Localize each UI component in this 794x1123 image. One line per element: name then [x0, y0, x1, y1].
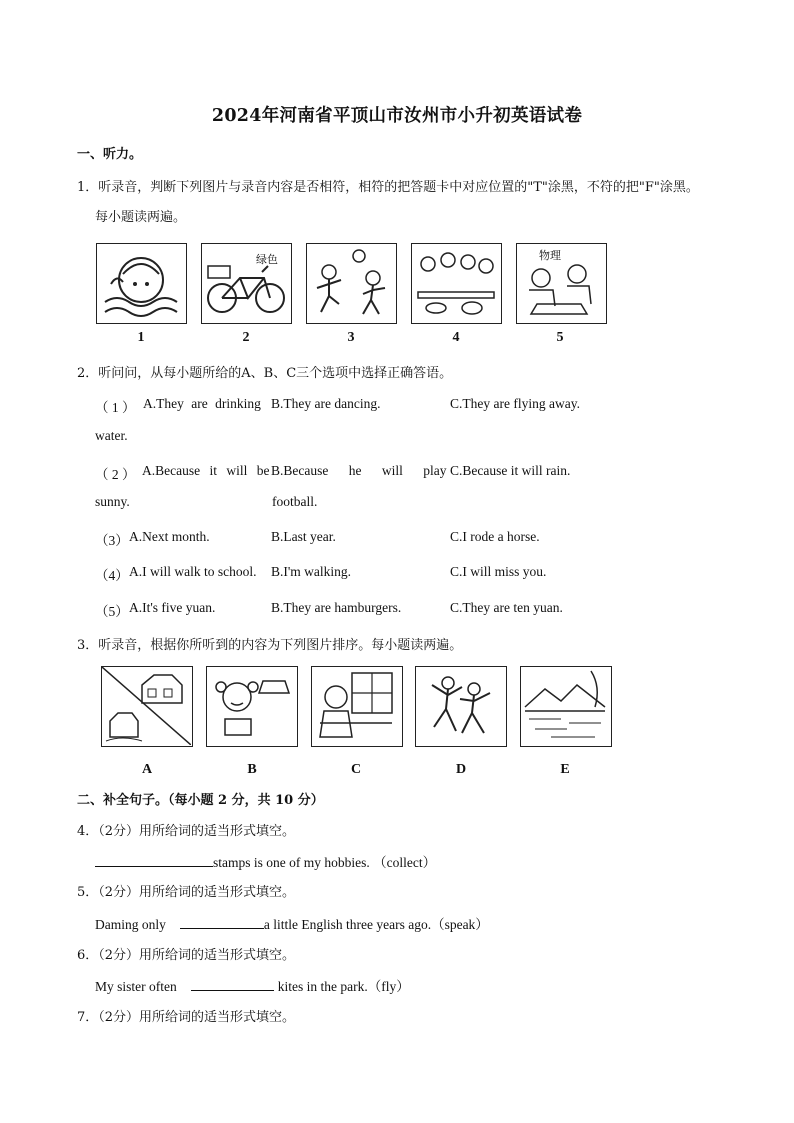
- answer-blank[interactable]: [95, 854, 213, 867]
- option-a: A.Next month.: [129, 529, 210, 544]
- question-7-stem: 7．（2分）用所给词的适当形式填空。: [77, 1010, 296, 1025]
- option-c: C.Because it will rain.: [450, 463, 571, 478]
- option-b: B.They are hamburgers.: [271, 600, 402, 615]
- option-a: A.It's five yuan.: [129, 600, 216, 615]
- question-6-sentence: [95, 975, 410, 995]
- option-a-cont: water.: [95, 428, 128, 443]
- students-studying-physics-icon: [516, 243, 607, 324]
- picture-label: A: [141, 762, 153, 777]
- option-a-cont: sunny.: [95, 494, 130, 509]
- item-number: （5）: [95, 604, 129, 619]
- physics-caption: 物理: [539, 249, 561, 262]
- answer-blank[interactable]: [191, 978, 274, 991]
- boys-playing-football-icon: [306, 243, 397, 324]
- option-c: C.They are ten yuan.: [450, 600, 563, 615]
- sentence-after: stamps is one of my hobbies. （collect）: [213, 855, 437, 870]
- picture-label: B: [247, 762, 257, 777]
- picture-label: 4: [452, 330, 460, 345]
- sentence-before: My sister often: [95, 979, 177, 994]
- sentence-after: kites in the park.（fly）: [277, 979, 410, 994]
- picture-label: 1: [137, 330, 145, 345]
- option-b-cont: football.: [272, 494, 318, 509]
- option-c: C.I rode a horse.: [450, 529, 540, 544]
- family-dinner-icon: [411, 243, 502, 324]
- sentence-after: a little English three years ago.（speak）: [263, 917, 489, 932]
- answer-blank[interactable]: [180, 916, 264, 929]
- question-4-stem: 4．（2分）用所给词的适当形式填空。: [77, 824, 296, 839]
- lake-scenery-icon: [520, 666, 612, 747]
- item-number: （4）: [95, 568, 129, 583]
- picture-label: C: [350, 762, 362, 777]
- picture-label: E: [560, 762, 570, 777]
- bicycle-caption: 绿色: [256, 253, 278, 266]
- option-b: B.Because he will play: [271, 463, 447, 478]
- question-1-stem-cont: 每小题读两遍。: [95, 210, 187, 225]
- item-number: （ 2 ）: [95, 467, 136, 482]
- question-3-stem: 3．听录音，根据你所听到的内容为下列图片排序。每小题读两遍。: [77, 638, 463, 653]
- option-a: A.Because it will be: [142, 463, 270, 478]
- question-5-stem: 5．（2分）用所给词的适当形式填空。: [77, 885, 296, 900]
- picture-label: 3: [347, 330, 355, 345]
- children-running-icon: [415, 666, 507, 747]
- question-6-stem: 6．（2分）用所给词的适当形式填空。: [77, 948, 296, 963]
- option-b: B.I'm walking.: [271, 564, 352, 579]
- swimming-girl-icon: [96, 243, 187, 324]
- question-1-stem: 1．听录音，判断下列图片与录音内容是否相符，相符的把答题卡中对应位置的"T"涂黑，不符的把"F"涂黑。: [77, 180, 699, 195]
- section-heading-listening: 一、听力。: [77, 147, 143, 162]
- option-a: A.They are drinking: [143, 396, 261, 411]
- picture-label: D: [455, 762, 467, 777]
- item-number: （ 1 ）: [95, 400, 136, 415]
- house-landscape-icon: [101, 666, 193, 747]
- girl-at-window-icon: [311, 666, 403, 747]
- option-c: C.They are flying away.: [450, 396, 580, 411]
- option-a: A.I will walk to school.: [129, 564, 257, 579]
- option-b: B.Last year.: [271, 529, 336, 544]
- green-bicycle-icon: [201, 243, 292, 324]
- item-number: （3）: [95, 533, 129, 548]
- section-heading-complete-sentences: 二、补全句子。（每小题 2 分，共 10 分）: [77, 793, 324, 808]
- question-5-sentence: [95, 913, 489, 933]
- question-4-sentence: [95, 851, 436, 871]
- question-2-stem: 2．听问问，从每小题所给的A、B、C三个选项中选择正确答语。: [77, 366, 453, 381]
- page-title: 2024年河南省平顶山市汝州市小升初英语试卷: [211, 106, 583, 126]
- option-c: C.I will miss you.: [450, 564, 547, 579]
- picture-label: 2: [242, 330, 250, 345]
- sentence-before: Daming only: [95, 917, 166, 932]
- picture-label: 5: [556, 330, 564, 345]
- girl-reading-phone-icon: [206, 666, 298, 747]
- option-b: B.They are dancing.: [271, 396, 381, 411]
